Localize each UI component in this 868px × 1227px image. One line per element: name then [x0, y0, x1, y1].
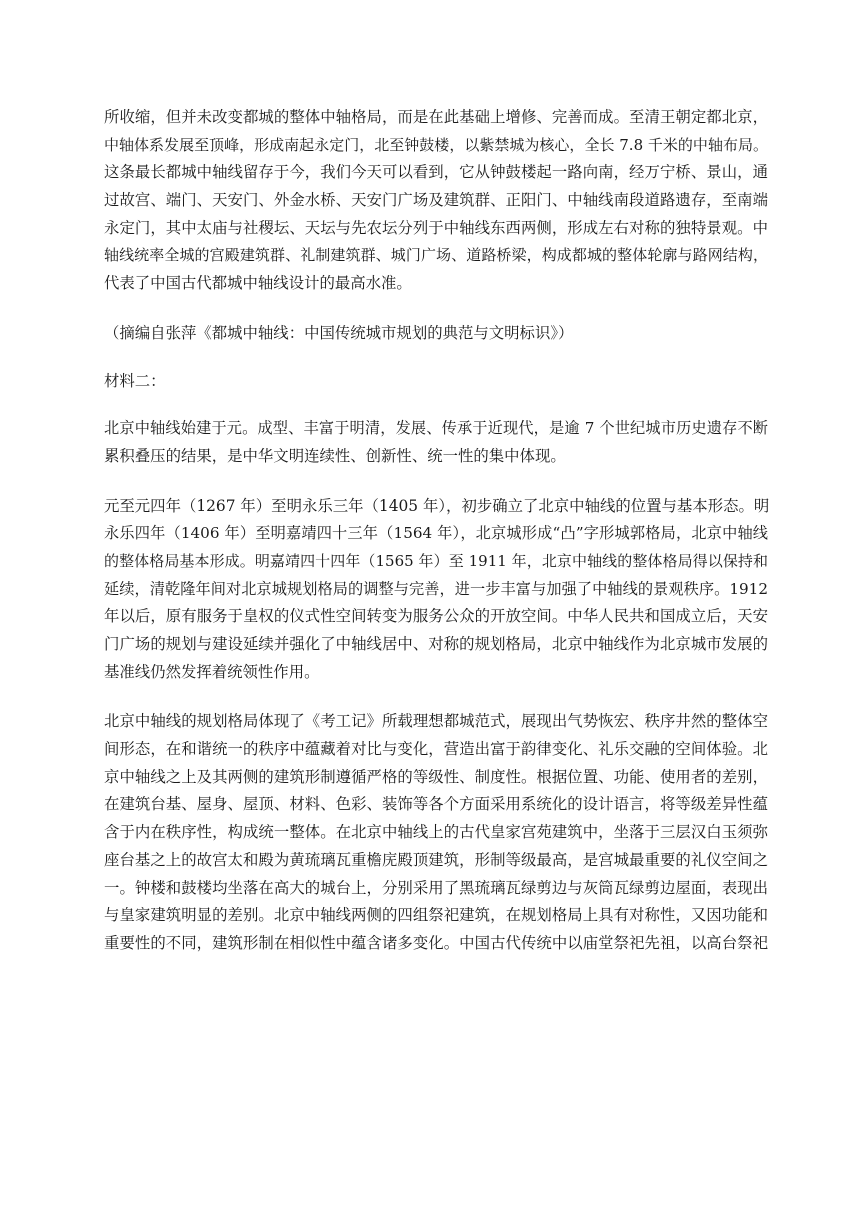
text-line: 永定门，其中太庙与社稷坛、天坛与先农坛分列于中轴线东西两侧，形成左右对称的独特景观。中 [104, 218, 768, 237]
text-line: 过故宫、端门、天安门、外金水桥、天安门广场及建筑群、正阳门、中轴线南段道路遗存，至南端 [104, 191, 768, 210]
text-line: 北京中轴线始建于元。成型、丰富于明清，发展、传承于近现代，是逾 7 个世纪城市历史遗存不断 [104, 419, 768, 438]
text-line: 轴线统率全城的宫殿建筑群、礼制建筑群、城门广场、道路桥梁，构成都城的整体轮廓与路网结构， [104, 246, 768, 265]
text-line: 京中轴线之上及其两侧的建筑形制遵循严格的等级性、制度性。根据位置、功能、使用者的差别， [104, 767, 768, 786]
text-line: 门广场的规划与建设延续并强化了中轴线居中、对称的规划格局，北京中轴线作为北京城市发展的 [104, 635, 768, 653]
paragraph-1 [104, 104, 768, 298]
text-line: 在建筑台基、屋身、屋顶、材料、色彩、装饰等各个方面采用系统化的设计语言，将等级差异性蕴 [104, 795, 768, 814]
document-page [104, 104, 768, 958]
text-line: 元至元四年（1267 年）至明永乐三年（1405 年），初步确立了北京中轴线的位置与基本形态。明 [104, 496, 770, 515]
citation-text: （摘编自张萍《都城中轴线：中国传统城市规划的典范与文明标识》） [104, 323, 574, 342]
text-line: 的整体格局基本形成。明嘉靖四十四年（1565 年）至 1911 年，北京中轴线的整体格局得以保持和 [104, 551, 768, 570]
text-line: 座台基之上的故宫太和殿为黄琉璃瓦重檐庑殿顶建筑，形制等级最高，是宫城最重要的礼仪空间之 [104, 850, 768, 869]
paragraph-2 [104, 415, 768, 470]
text-line: 所收缩，但并未改变都城的整体中轴格局，而是在此基础上增修、完善而成。至清王朝定都北京， [104, 108, 768, 126]
text-line: 累积叠压的结果，是中华文明连续性、创新性、统一性的集中体现。 [104, 446, 566, 465]
source-citation [104, 320, 768, 348]
text-line: 代表了中国古代都城中轴线设计的最高水准。 [104, 274, 412, 293]
text-line: 这条最长都城中轴线留存于今，我们今天可以看到，它从钟鼓楼起一路向南，经万宁桥、景山，通 [104, 163, 768, 182]
text-line: 基准线仍然发挥着统领性作用。 [104, 662, 320, 681]
text-line: 与皇家建筑明显的差别。北京中轴线两侧的四组祭祀建筑，在规划格局上具有对称性，又因功能和 [104, 906, 768, 925]
text-line: 年以后，原有服务于皇权的仪式性空间转变为服务公众的开放空间。中华人民共和国成立后，天安 [104, 607, 768, 626]
text-line: 含于内在秩序性，构成统一整体。在北京中轴线上的古代皇家宫苑建筑中，坐落于三层汉白玉须弥 [104, 823, 768, 842]
text-line: 间形态，在和谐统一的秩序中蕴藏着对比与变化，营造出富于韵律变化、礼乐交融的空间体验。北 [104, 740, 768, 759]
text-line: 重要性的不同，建筑形制在相似性中蕴含诸多变化。中国古代传统中以庙堂祭祀先祖，以高台祭祀 [104, 933, 768, 952]
text-line: 北京中轴线的规划格局体现了《考工记》所载理想都城范式，展现出气势恢宏、秩序井然的整体空 [104, 712, 768, 731]
paragraph-4 [104, 708, 768, 957]
text-line: 中轴体系发展至顶峰，形成南起永定门，北至钟鼓楼，以紫禁城为核心，全长 7.8 千米的中轴布局。 [104, 135, 768, 154]
text-line: 永乐四年（1406 年）至明嘉靖四十三年（1564 年），北京城形成“凸”字形城郭格局，北京中轴线 [104, 524, 768, 543]
section-heading: 材料二： [104, 371, 166, 390]
paragraph-3 [104, 493, 768, 687]
text-line: 延续，清乾隆年间对北京城规划格局的调整与完善，进一步丰富与加强了中轴线的景观秩序。1912 [104, 579, 768, 598]
text-line: 一。钟楼和鼓楼均坐落在高大的城台上，分别采用了黑琉璃瓦绿剪边与灰筒瓦绿剪边屋面，表现出 [104, 878, 768, 897]
material-heading [104, 368, 768, 396]
